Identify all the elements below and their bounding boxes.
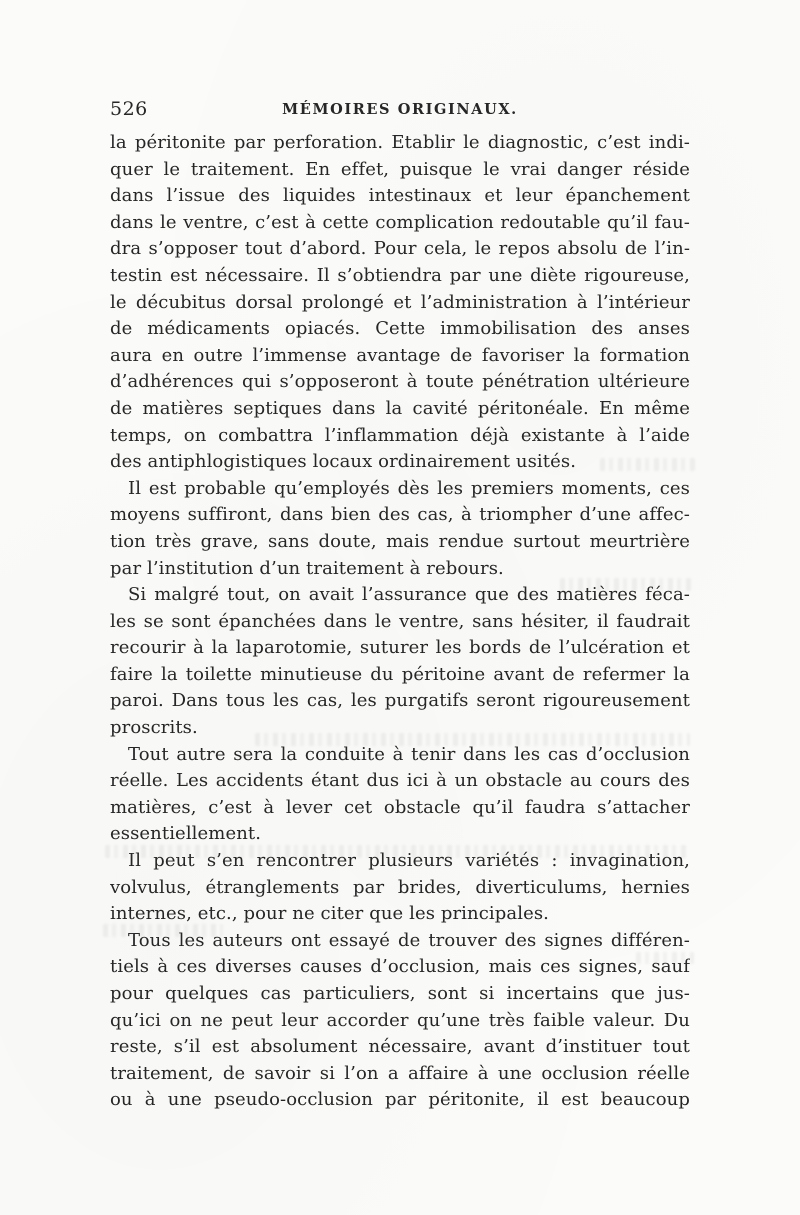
text-line: d’adhérences qui s’opposeront à toute pénétration ultérieure — [110, 371, 690, 393]
text-line: paroi. Dans tous les cas, les purgatifs seront rigoureusement — [110, 690, 690, 712]
paragraph — [110, 742, 690, 848]
text-line: dans le ventre, c’est à cette complication redoutable qu’il fau- — [110, 211, 690, 233]
text-line: Il est probable qu’employés dès les premiers moments, ces — [128, 477, 690, 499]
text-line: le décubitus dorsal prolongé et l’administration à l’intérieur — [110, 291, 690, 313]
text-line: reste, s’il est absolument nécessaire, avant d’instituer tout — [110, 1036, 690, 1058]
text-line: dans l’issue des liquides intestinaux et leur épanchement — [110, 185, 690, 207]
text-line: dra s’opposer tout d’abord. Pour cela, le repos absolu de l’in- — [110, 238, 690, 260]
text-line: traitement, de savoir si l’on a affaire à une occlusion réelle — [110, 1062, 690, 1084]
text-line: Tous les auteurs ont essayé de trouver des signes différen- — [128, 929, 690, 951]
text-line: la péritonite par perforation. Etablir le diagnostic, c’est indi- — [110, 132, 690, 153]
text-line: recourir à la laparotomie, suturer les bords de l’ulcération et — [110, 637, 690, 659]
text-line: Si malgré tout, on avait l’assurance que des matières féca- — [128, 584, 690, 606]
text-line: temps, on combattra l’inflammation déjà existante à l’aide — [110, 424, 690, 446]
paragraph — [110, 476, 690, 582]
text-line: proscrits. — [110, 717, 198, 739]
text-line: Tout autre sera la conduite à tenir dans les cas d’occlusion — [128, 743, 690, 765]
text-line: les se sont épanchées dans le ventre, sans hésiter, il faudrait — [110, 610, 690, 632]
page-header — [110, 98, 690, 122]
text-line: quer le traitement. En effet, puisque le vrai danger réside — [110, 158, 690, 180]
text-column — [110, 98, 690, 1114]
page-body — [110, 130, 690, 1114]
text-line: moyens suffiront, dans bien des cas, à triompher d’une affec- — [110, 504, 690, 526]
text-line: des antiphlogistiques locaux ordinairement usités. — [110, 451, 577, 473]
paragraph — [110, 130, 690, 476]
text-line: tiels à ces diverses causes d’occlusion, mais ces signes, sauf — [110, 956, 690, 978]
text-line: testin est nécessaire. Il s’obtiendra par une diète rigoureuse, — [110, 264, 690, 286]
paragraph — [110, 928, 690, 1114]
text-line: tion très grave, sans doute, mais rendue surtout meurtrière — [110, 530, 690, 552]
text-line: par l’institution d’un traitement à rebours. — [110, 557, 504, 579]
paragraph — [110, 848, 690, 928]
text-line: de matières septiques dans la cavité péritonéale. En même — [110, 397, 690, 419]
text-line: Il peut s’en rencontrer plusieurs variétés : invagination, — [128, 850, 690, 872]
text-line: aura en outre l’immense avantage de favoriser la formation — [110, 344, 690, 366]
running-title: MÉMOIRES ORIGINAUX. — [282, 101, 518, 118]
text-line: internes, etc., pour ne citer que les principales. — [110, 903, 549, 925]
text-line: de médicaments opiacés. Cette immobilisation des anses — [110, 318, 690, 340]
text-line: matières, c’est à lever cet obstacle qu’il faudra s’attacher — [110, 796, 690, 818]
text-line: faire la toilette minutieuse du péritoine avant de refermer la — [110, 663, 690, 685]
page-number: 526 — [110, 98, 148, 120]
text-line: ou à une pseudo-occlusion par péritonite, il est beaucoup — [110, 1089, 690, 1111]
text-line: essentiellement. — [110, 823, 262, 845]
text-line: volvulus, étranglements par brides, diverticulums, hernies — [110, 876, 690, 898]
paragraph — [110, 582, 690, 742]
text-line: pour quelques cas particuliers, sont si incertains que jus- — [110, 983, 690, 1004]
text-line: qu’ici on ne peut leur accorder qu’une très faible valeur. Du — [110, 1009, 690, 1031]
text-line: réelle. Les accidents étant dus ici à un obstacle au cours des — [110, 770, 690, 792]
